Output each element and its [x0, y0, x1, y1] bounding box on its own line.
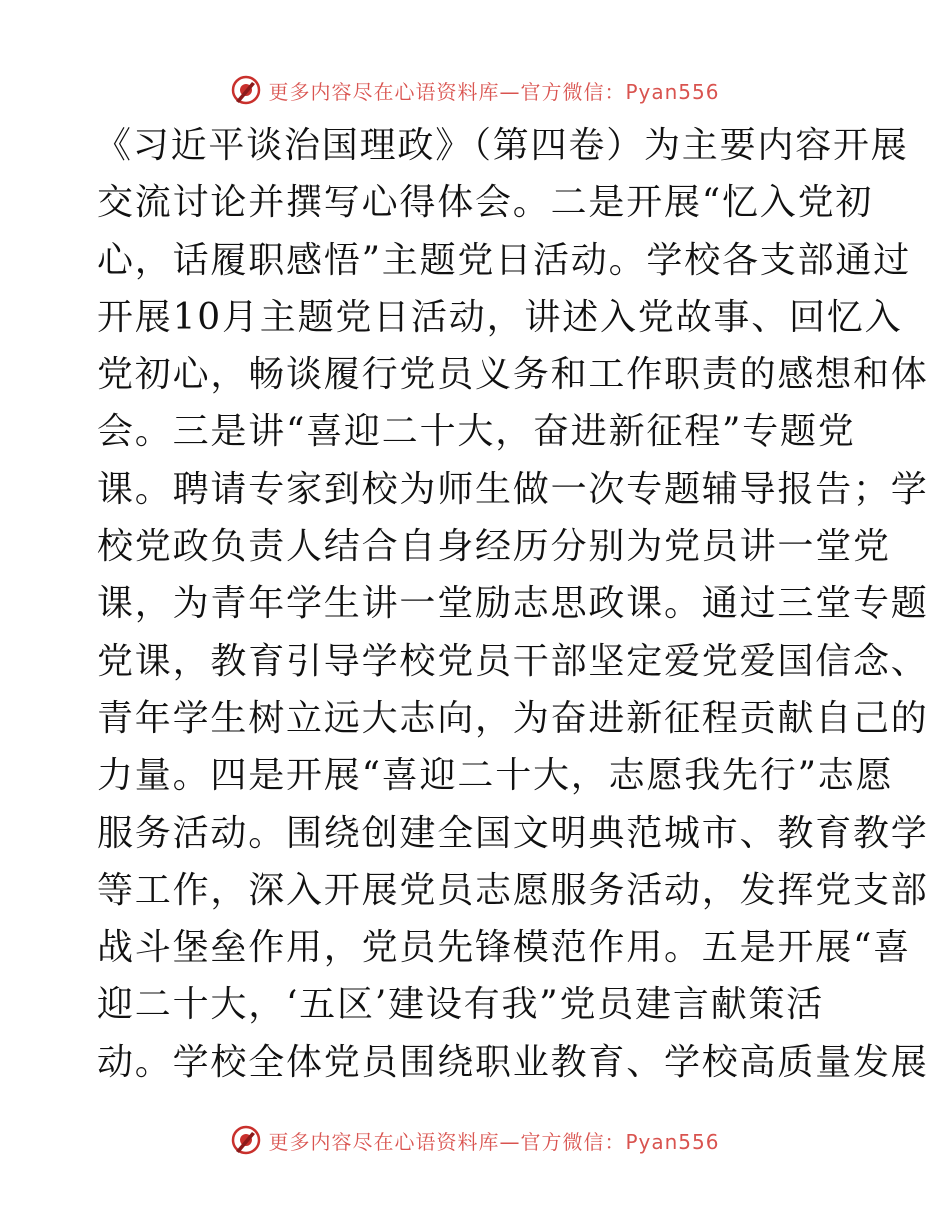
body-line: 战斗堡垒作用，党员先锋模范作用。五是开展“喜 — [97, 927, 912, 969]
body-line: 等工作，深入开展党员志愿服务活动，发挥党支部 — [97, 869, 929, 911]
body-line: 动。学校全体党员围绕职业教育、学校高质量发展 — [97, 1041, 929, 1083]
quill-logo-icon — [230, 74, 262, 106]
body-line: 力量。四是开展“喜迎二十大，志愿我先行”志愿 — [97, 755, 894, 797]
footer-watermark — [0, 1120, 950, 1160]
body-line: 开展10月主题党日活动，讲述入党故事、回忆入 — [97, 296, 903, 338]
header-watermark-text: 更多内容尽在心语资料库—官方微信：Pyan556 — [268, 79, 720, 104]
body-line: 心，话履职感悟”主题党日活动。学校各支部通过 — [97, 239, 912, 281]
body-line: 服务活动。围绕创建全国文明典范城市、教育教学 — [97, 812, 929, 854]
header-watermark — [0, 70, 950, 110]
body-line: 校党政负责人结合自身经历分别为党员讲一堂党 — [97, 526, 891, 568]
body-line: 迎二十大，‘五区’建设有我”党员建言献策活 — [97, 984, 825, 1026]
footer-watermark-text: 更多内容尽在心语资料库—官方微信：Pyan556 — [268, 1129, 720, 1154]
body-line: 青年学生树立远大志向，为奋进新征程贡献自己的 — [97, 697, 929, 739]
body-line: 课。聘请专家到校为师生做一次专题辅导报告；学 — [97, 468, 929, 510]
body-line: 交流讨论并撰写心得体会。二是开展“忆入党初 — [97, 182, 874, 224]
body-line: 会。三是讲“喜迎二十大，奋进新征程”专题党 — [97, 411, 856, 453]
document-body — [95, 117, 929, 1091]
body-line: 党初心，畅谈履行党员义务和工作职责的感想和体 — [97, 354, 929, 396]
body-line: 课，为青年学生讲一堂励志思政课。通过三堂专题 — [97, 583, 929, 625]
body-line: 《习近平谈治国理政》（第四卷）为主要内容开展 — [95, 125, 909, 166]
body-line: 党课，教育引导学校党员干部坚定爱党爱国信念、 — [97, 640, 929, 682]
quill-logo-icon — [230, 1124, 262, 1156]
